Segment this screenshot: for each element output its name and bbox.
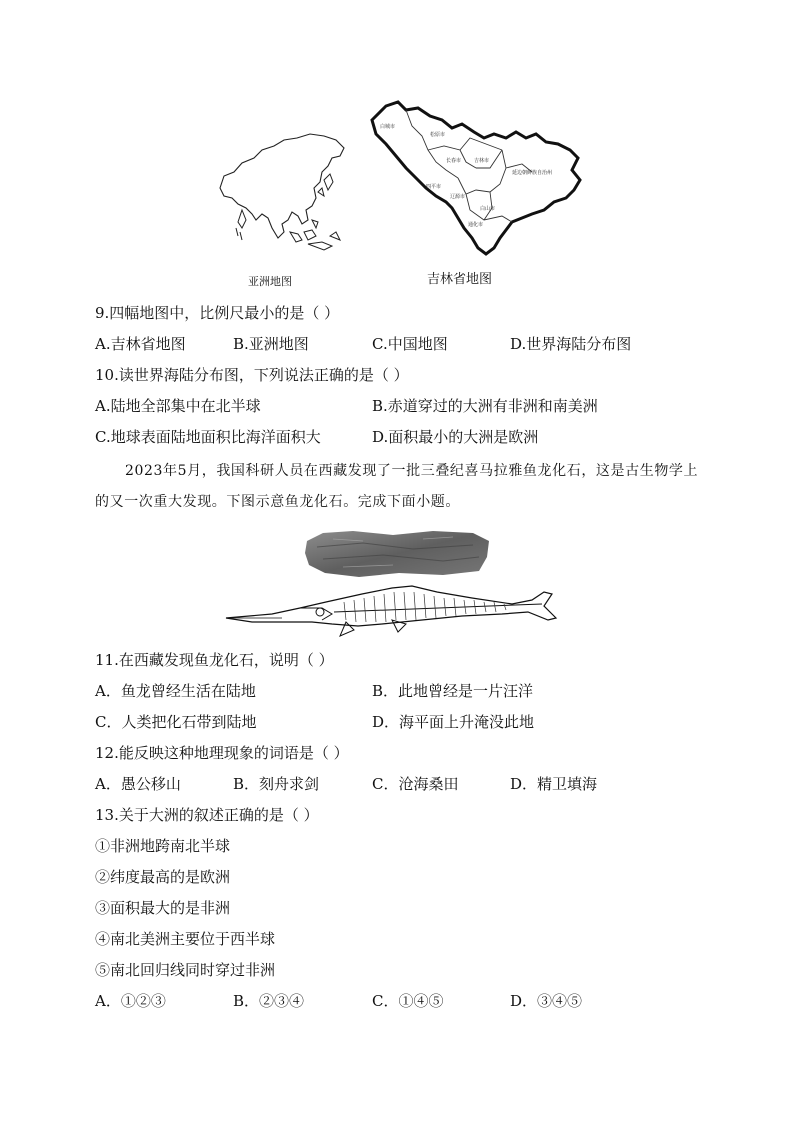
jilin-city-label: 延边朝鲜族自治州 bbox=[512, 170, 553, 176]
q13-option-b: B．②③④ bbox=[233, 992, 305, 1010]
fossil-photo bbox=[303, 527, 493, 579]
jilin-city-label: 长春市 bbox=[446, 158, 462, 164]
q12-option-b: B．刻舟求剑 bbox=[233, 775, 320, 793]
q10-option-d: D.面积最小的大洲是欧洲 bbox=[372, 428, 539, 446]
jilin-city-label: 吉林市 bbox=[474, 158, 490, 164]
jilin-city-label: 白山市 bbox=[480, 206, 496, 212]
q12-option-a: A．愚公移山 bbox=[95, 775, 181, 793]
q13-statement: ①非洲地跨南北半球 bbox=[95, 837, 231, 855]
q11-option-d: D．海平面上升淹没此地 bbox=[372, 713, 535, 731]
passage bbox=[95, 456, 705, 518]
q13-option-d: D．③④⑤ bbox=[510, 992, 583, 1010]
q13-option-c: C．①④⑤ bbox=[372, 992, 444, 1010]
jilin-map-figure bbox=[366, 98, 584, 260]
jilin-city-label: 四平市 bbox=[426, 184, 442, 190]
jilin-map-caption: 吉林省地图 bbox=[427, 272, 493, 287]
q9-option-c: C.中国地图 bbox=[372, 335, 448, 353]
q10-stem: 10.读世界海陆分布图，下列说法正确的是（ ） bbox=[95, 366, 409, 384]
q11-stem: 11.在西藏发现鱼龙化石，说明（ ） bbox=[95, 651, 334, 669]
q11-option-a: A．鱼龙曾经生活在陆地 bbox=[95, 682, 256, 700]
q10-option-b: B.赤道穿过的大洲有非洲和南美洲 bbox=[372, 397, 598, 415]
q13-statement: ④南北美洲主要位于西半球 bbox=[95, 930, 276, 948]
asia-map-figure bbox=[212, 128, 352, 263]
q11-option-b: B．此地曾经是一片汪洋 bbox=[372, 682, 534, 700]
q12-stem: 12.能反映这种地理现象的词语是（ ） bbox=[95, 744, 349, 762]
q12-option-c: C．沧海桑田 bbox=[372, 775, 459, 793]
q9-option-d: D.世界海陆分布图 bbox=[510, 335, 632, 353]
jilin-city-label: 白城市 bbox=[380, 124, 396, 130]
q13-option-a: A．①②③ bbox=[95, 992, 166, 1010]
q13-statement: ⑤南北回归线同时穿过非洲 bbox=[95, 961, 276, 979]
q9-stem: 9.四幅地图中，比例尺最小的是（ ） bbox=[95, 304, 340, 322]
passage-text: 2023年5月，我国科研人员在西藏发现了一批三叠纪喜马拉雅鱼龙化石，这是古生物学上的又一次重大发现。下图示意鱼龙化石。完成下面小题。 bbox=[95, 463, 699, 510]
q9-option-a: A.吉林省地图 bbox=[95, 335, 186, 353]
asia-map-caption: 亚洲地图 bbox=[248, 275, 292, 288]
q10-option-c: C.地球表面陆地面积比海洋面积大 bbox=[95, 428, 321, 446]
q13-statement: ②纬度最高的是欧洲 bbox=[95, 868, 231, 886]
q12-option-d: D．精卫填海 bbox=[510, 775, 598, 793]
jilin-city-label: 辽源市 bbox=[450, 194, 466, 200]
jilin-city-label: 通化市 bbox=[468, 222, 484, 228]
ichthyosaur-skeleton-drawing bbox=[222, 578, 570, 640]
q11-option-c: C．人类把化石带到陆地 bbox=[95, 713, 257, 731]
q13-statement: ③面积最大的是非洲 bbox=[95, 899, 231, 917]
jilin-city-label: 松原市 bbox=[430, 132, 446, 138]
q13-stem: 13.关于大洲的叙述正确的是（ ） bbox=[95, 806, 319, 824]
q10-option-a: A.陆地全部集中在北半球 bbox=[95, 397, 261, 415]
q9-option-b: B.亚洲地图 bbox=[233, 335, 309, 353]
